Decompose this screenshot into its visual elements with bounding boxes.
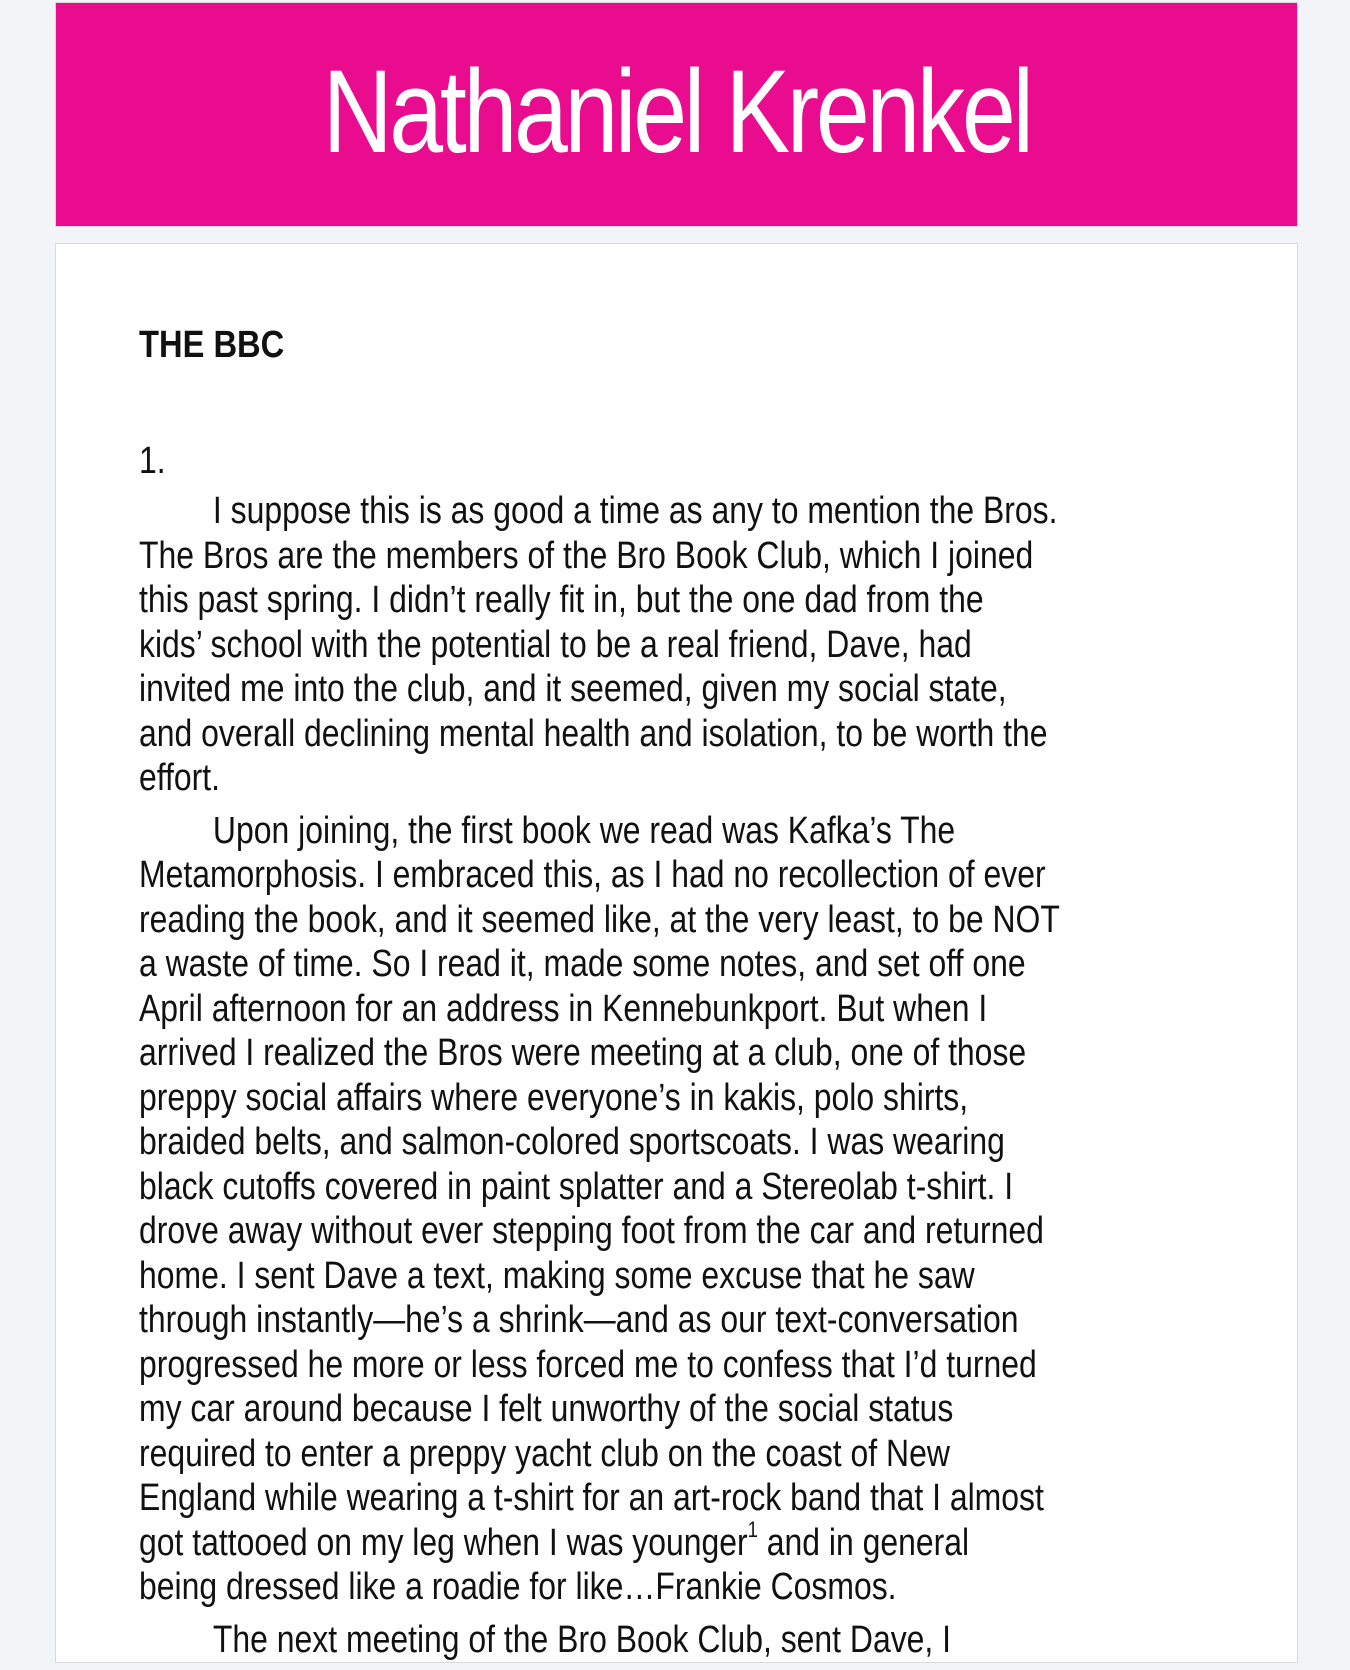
- paragraph-3: [139, 1618, 1172, 1663]
- paragraph-line: effort.: [139, 757, 221, 799]
- paragraph-line: being dressed like a roadie for like…Frankie Cosmos.: [139, 1566, 897, 1608]
- paragraph-line: invited me into the club, and it seemed, given my social state,: [139, 668, 1007, 710]
- paragraph-line: required to enter a preppy yacht club on the coast of New: [139, 1432, 950, 1475]
- paragraph-line: England while wearing a t-shirt for an art-rock band that I almost: [139, 1477, 1044, 1519]
- paragraph-line: preppy social affairs where everyone’s in kakis, polo shirts,: [139, 1076, 969, 1119]
- paragraph-line: drove away without ever stepping foot from the car and returned: [139, 1210, 1044, 1252]
- paragraph-line-with-footnote: [139, 1516, 1172, 1566]
- paragraph-line: a waste of time. So I read it, made some notes, and set off one: [139, 943, 1026, 985]
- paragraph-line: black cutoffs covered in paint splatter and a Stereolab t-shirt. I: [139, 1165, 1014, 1208]
- section-number: 1.: [139, 440, 166, 482]
- paragraph-line: home. I sent Dave a text, making some excuse that he saw: [139, 1254, 975, 1297]
- site-title[interactable]: Nathaniel Krenkel: [322, 45, 1031, 178]
- paragraph-1: [139, 489, 1172, 801]
- paragraph-line: and overall declining mental health and isolation, to be worth the: [139, 712, 1048, 755]
- paragraph-line: braided belts, and salmon-colored sportscoats. I was wearing: [139, 1121, 1005, 1163]
- post-content-card: [55, 243, 1298, 1663]
- paragraph-line: The Bros are the members of the Bro Book Club, which I joined: [139, 534, 1034, 577]
- post-title: THE BBC: [139, 324, 285, 366]
- paragraph-line: reading the book, and it seemed like, at the very least, to be NOT: [139, 898, 1060, 941]
- paragraph-line: arrived I realized the Bros were meeting at a club, one of those: [139, 1032, 1027, 1074]
- paragraph-line: Upon joining, the first book we read was Kafka’s The: [212, 809, 956, 852]
- site-header-banner: [55, 2, 1298, 227]
- paragraph-line: this past spring. I didn’t really fit in, but the one dad from the: [139, 579, 984, 621]
- paragraph-line: my car around because I felt unworthy of the social status: [139, 1388, 954, 1430]
- footnote-marker[interactable]: 1: [747, 1516, 758, 1542]
- paragraph-line: kids’ school with the potential to be a real friend, Dave, had: [139, 623, 972, 666]
- paragraph-line: through instantly—he’s a shrink—and as our text-conversation: [139, 1299, 1019, 1341]
- post-body: [139, 489, 1172, 1670]
- paragraph-line: progressed he more or less forced me to confess that I’d turned: [139, 1343, 1037, 1386]
- paragraph-line-text: got tattooed on my leg when I was younger: [139, 1521, 748, 1564]
- paragraph-line: The next meeting of the Bro Book Club, sent Dave, I: [212, 1618, 952, 1661]
- paragraph-line: I suppose this is as good a time as any to mention the Bros.: [212, 490, 1058, 532]
- paragraph-2: [139, 809, 1172, 1610]
- paragraph-line: April afternoon for an address in Kennebunkport. But when I: [139, 987, 988, 1030]
- paragraph-line-continuation: and in general: [757, 1521, 970, 1564]
- paragraph-line: Metamorphosis. I embraced this, as I had no recollection of ever: [139, 854, 1046, 896]
